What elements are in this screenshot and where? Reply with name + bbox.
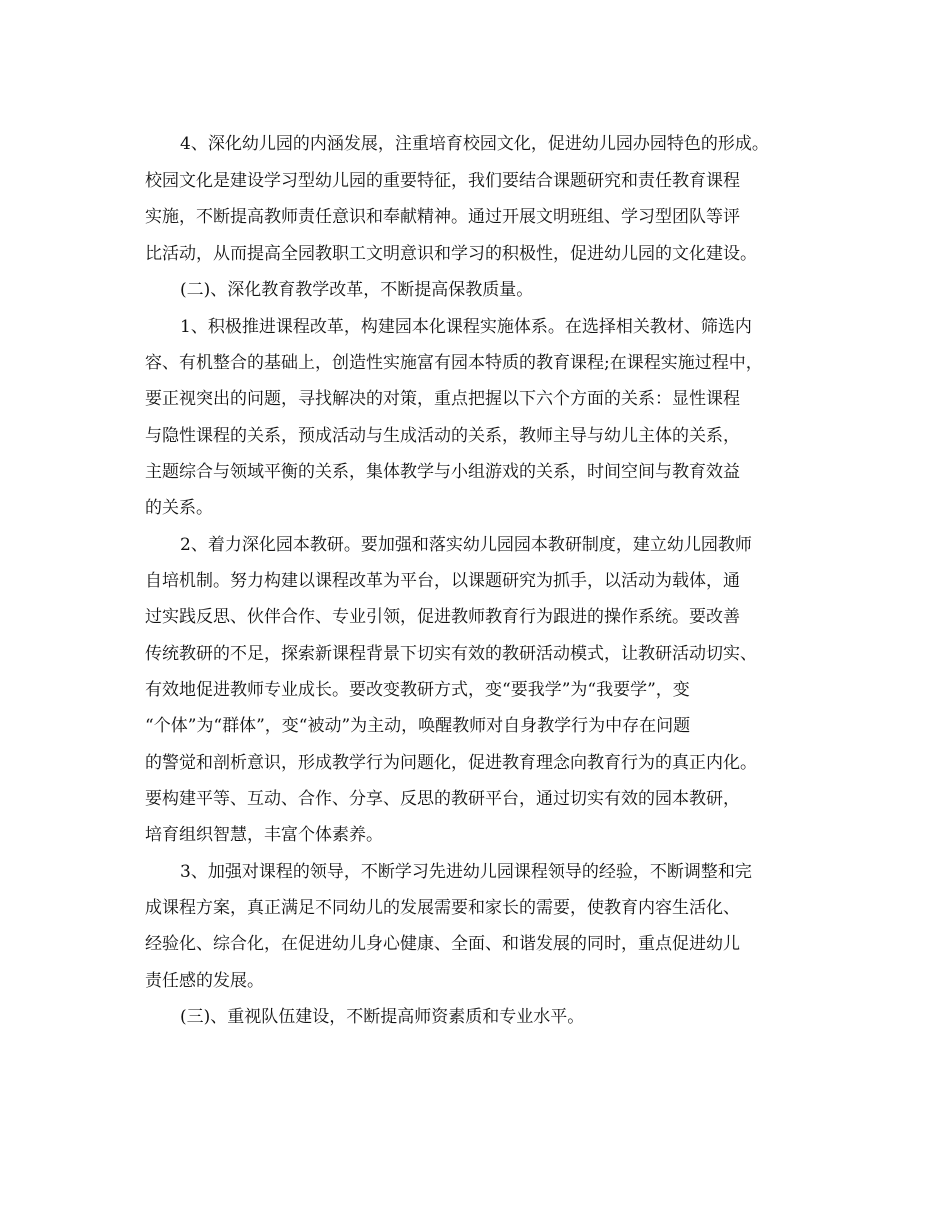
- paragraph-4-line: 校园文化是建设学习型幼儿园的重要特征，我们要结合课题研究和责任教育课程: [145, 171, 740, 191]
- item-3-line: 经验化、综合化，在促进幼儿身心健康、全面、和谐发展的同时，重点促进幼儿: [145, 934, 740, 954]
- item-3-line: 责任感的发展。: [145, 971, 264, 991]
- item-2-line: 过实践反思、伙伴合作、专业引领，促进教师教育行为跟进的操作系统。要改善: [145, 607, 740, 627]
- item-1-line: 要正视突出的问题，寻找解决的对策，重点把握以下六个方面的关系：显性课程: [145, 389, 740, 409]
- item-2-heading-line: 2、着力深化园本教研。要加强和落实幼儿园园本教研制度，建立幼儿园教师: [180, 535, 752, 555]
- item-3-heading-line: 3、加强对课程的领导，不断学习先进幼儿园课程领导的经验，不断调整和完: [180, 862, 752, 882]
- section-3-heading: (三)、重视队伍建设，不断提高师资素质和专业水平。: [180, 1007, 585, 1027]
- item-3-line: 成课程方案，真正满足不同幼儿的发展需要和家长的需要，使教育内容生活化、: [145, 898, 740, 918]
- item-2-line: 培育组织智慧，丰富个体素养。: [145, 825, 383, 845]
- paragraph-4-line: 实施，不断提高教师责任意识和奉献精神。通过开展文明班组、学习型团队等评: [145, 207, 740, 227]
- item-2-line: 要构建平等、互动、合作、分享、反思的教研平台，通过切实有效的园本教研，: [145, 789, 740, 809]
- paragraph-4-heading-line: 4、深化幼儿园的内涵发展，注重培育校园文化，促进幼儿园办园特色的形成。: [180, 134, 769, 154]
- item-1-heading-line: 1、积极推进课程改革，构建园本化课程实施体系。在选择相关教材、筛选内: [180, 317, 752, 337]
- item-2-line: 传统教研的不足，探索新课程背景下切实有效的教研活动模式，让教研活动切实、: [145, 644, 757, 664]
- item-2-line: 有效地促进教师专业成长。要改变教研方式，变“要我学”为“我要学”，变: [145, 680, 690, 700]
- item-1-line: 容、有机整合的基础上，创造性实施富有园本特质的教育课程;在课程实施过程中，: [145, 353, 763, 373]
- section-2-heading: (二)、深化教育教学改革，不断提高保教质量。: [180, 280, 534, 300]
- item-2-line: 的警觉和剖析意识，形成教学行为问题化，促进教育理念向教育行为的真正内化。: [145, 753, 757, 773]
- paragraph-4-line: 比活动，从而提高全园教职工文明意识和学习的积极性，促进幼儿园的文化建设。: [145, 244, 757, 264]
- item-2-line: 自培机制。努力构建以课程改革为平台，以课题研究为抓手，以活动为载体，通: [145, 571, 740, 591]
- item-1-line: 的关系。: [145, 498, 213, 518]
- item-1-line: 与隐性课程的关系，预成活动与生成活动的关系，教师主导与幼儿主体的关系，: [145, 426, 740, 446]
- item-1-line: 主题综合与领域平衡的关系，集体教学与小组游戏的关系，时间空间与教育效益: [145, 462, 740, 482]
- item-2-line: “个体”为“群体”，变“被动”为主动，唤醒教师对自身教学行为中存在问题: [145, 716, 691, 736]
